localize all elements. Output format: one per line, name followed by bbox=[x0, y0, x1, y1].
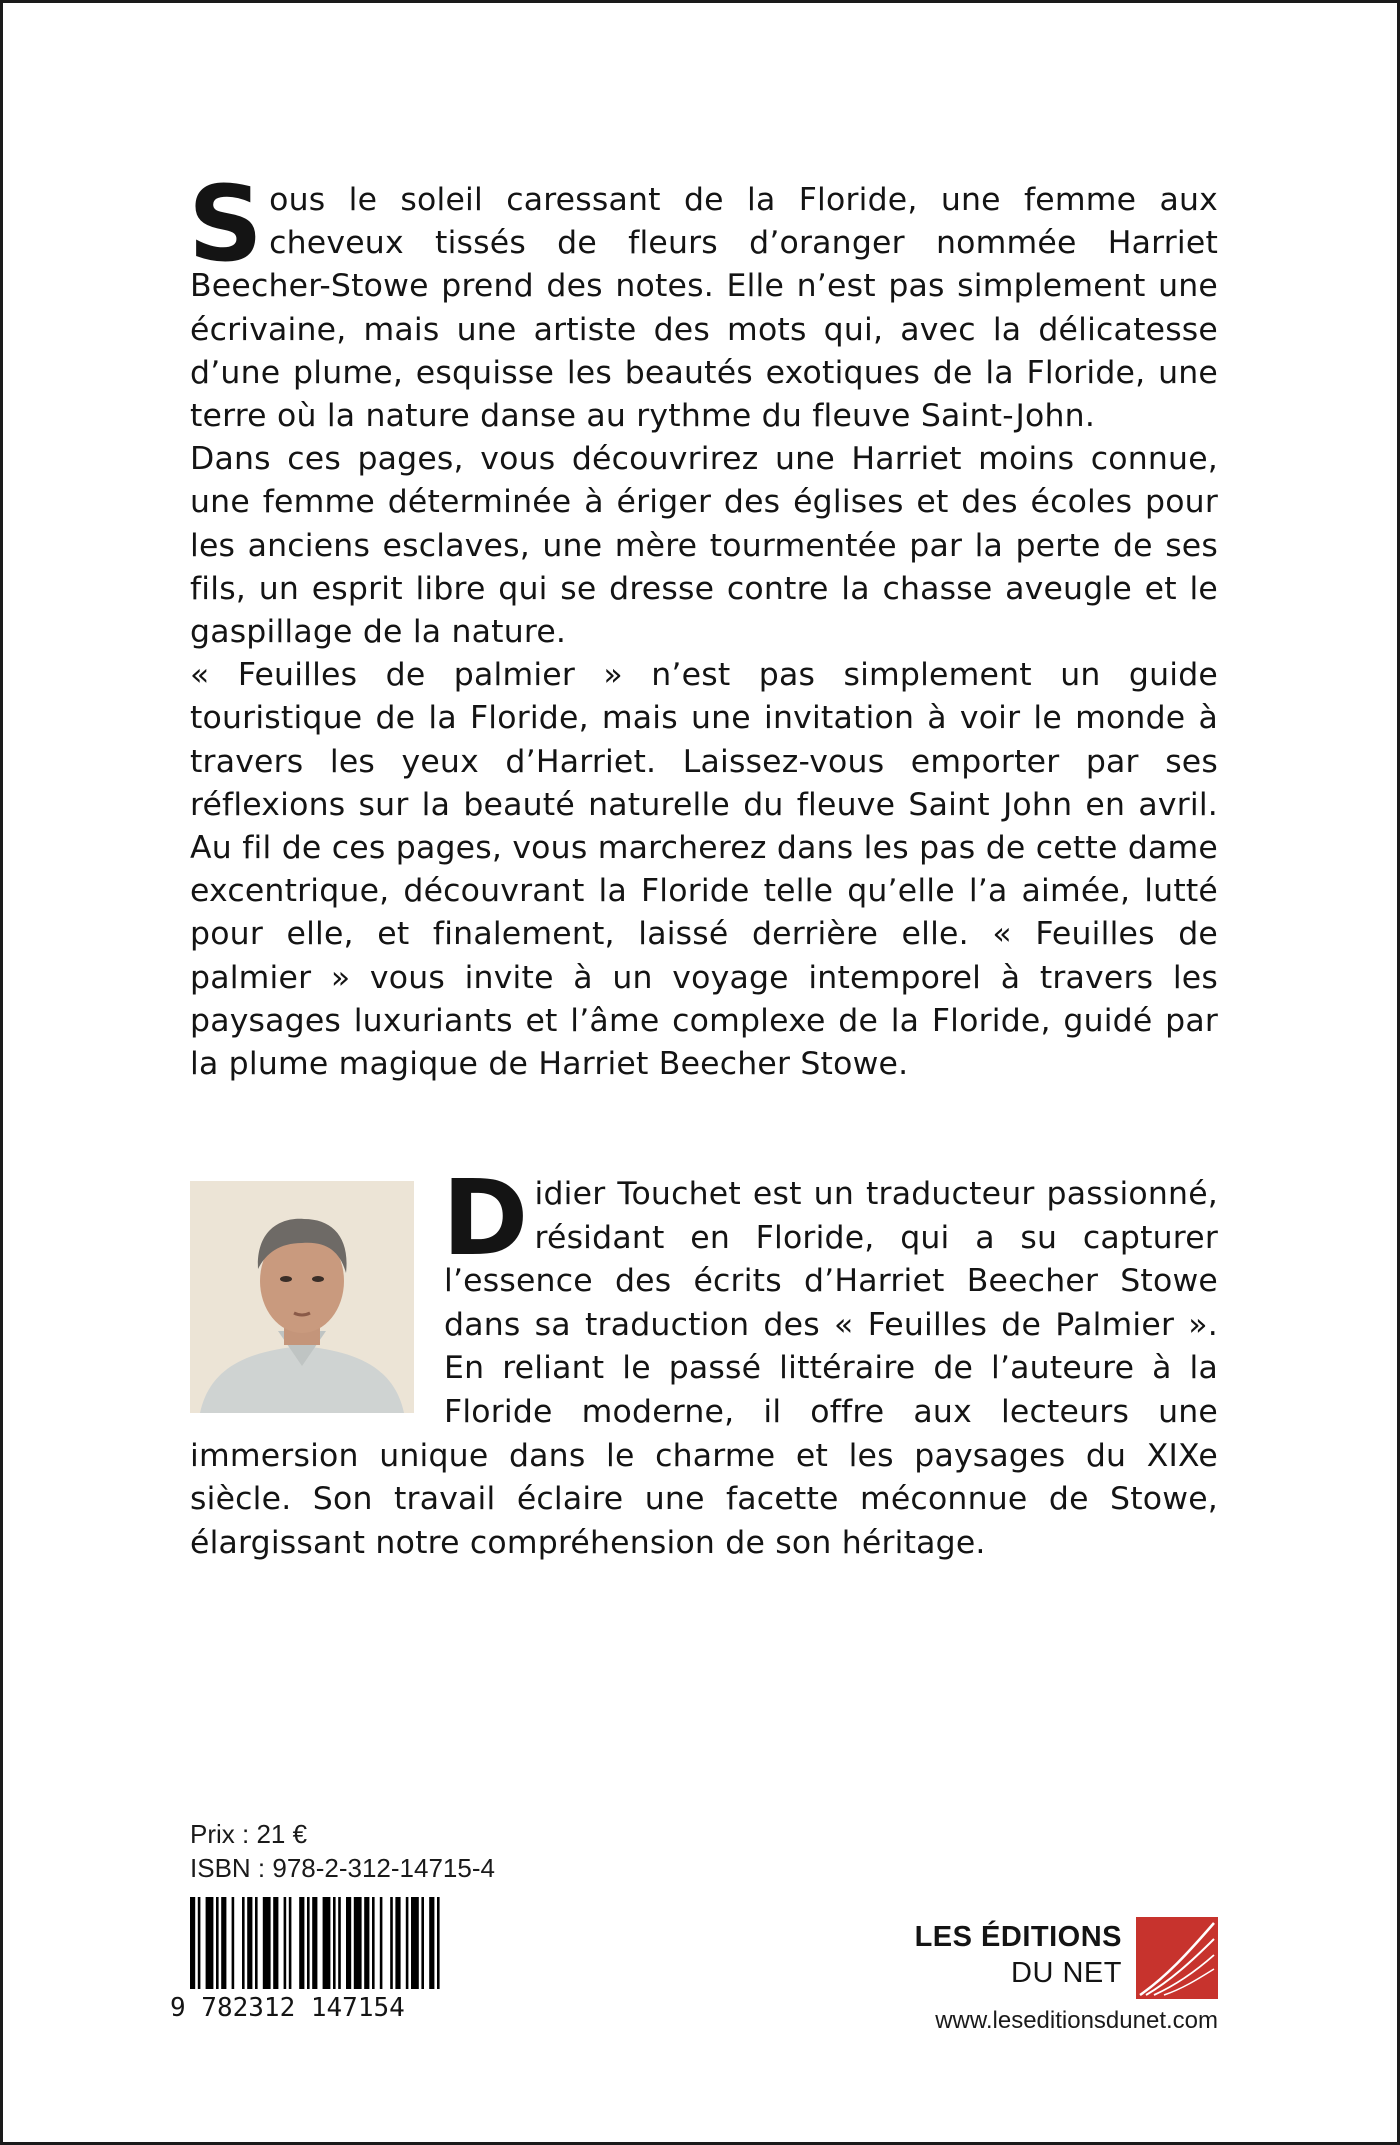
barcode-bar bbox=[263, 1897, 271, 1989]
barcode-bar bbox=[346, 1897, 351, 1989]
blurb-paragraph-1 bbox=[188, 163, 1218, 438]
barcode-bar bbox=[429, 1897, 434, 1989]
publisher-logo-block bbox=[898, 1915, 1218, 2005]
blurb-paragraph-2: Dans ces pages, vous découvrirez une Harriet moins connue, une femme déterminée à ériger des églises et des écoles pour les anciens esclaves, une mère tourmentée par la perte de ses fils, un esprit libre qui se dresse contre la chasse aveugle et le gaspillage de la nature. bbox=[190, 441, 1218, 651]
translator-bio bbox=[190, 1157, 1218, 1565]
blurb-text bbox=[188, 163, 1218, 1086]
barcode-bar bbox=[338, 1897, 341, 1989]
barcode-bar bbox=[390, 1897, 393, 1989]
barcode-bars bbox=[160, 1893, 456, 1993]
publisher-logo-icon bbox=[1136, 1917, 1218, 1999]
price-isbn-block bbox=[190, 1817, 495, 1885]
barcode-bar bbox=[421, 1897, 424, 1989]
barcode-bar bbox=[333, 1897, 336, 1989]
drop-cap-s: S bbox=[188, 163, 264, 285]
barcode-bar bbox=[232, 1897, 235, 1989]
barcode-bar bbox=[437, 1897, 440, 1989]
barcode-bar bbox=[372, 1897, 375, 1989]
barcode-bar bbox=[247, 1897, 252, 1989]
barcode-bar bbox=[198, 1897, 201, 1989]
barcode-bar bbox=[380, 1897, 383, 1989]
barcode-bar bbox=[406, 1897, 409, 1989]
translator-photo bbox=[190, 1181, 414, 1413]
portrait-illustration bbox=[190, 1181, 414, 1413]
barcode-bar bbox=[255, 1897, 258, 1989]
barcode-bar bbox=[364, 1897, 369, 1989]
barcode-bar bbox=[284, 1897, 287, 1989]
barcode-bar bbox=[307, 1897, 310, 1989]
translator-bio-text: idier Touchet est un traducteur passionné, résidant en Floride, qui a su capturer l’essence des écrits d’Harriet Beecher Stowe dans sa traduction des « Feuilles de Palmier ». En reliant le passé littéraire de l’auteure à la Floride moderne, il offre aux lecteurs une immersion unique dans le charme et les paysages du XIXe siècle. Son travail éclaire une facette méconnue de Stowe, élargissant notre compréhension de son héritage. bbox=[190, 1176, 1218, 1561]
isbn-label: ISBN : 978-2-312-14715-4 bbox=[190, 1853, 495, 1883]
barcode-bar bbox=[411, 1897, 419, 1989]
barcode-bar bbox=[206, 1897, 214, 1989]
price-label: Prix : 21 € bbox=[190, 1819, 308, 1849]
barcode-bar bbox=[273, 1897, 278, 1989]
barcode-bar bbox=[289, 1897, 292, 1989]
barcode-digits: 9 782312 147154 bbox=[170, 1993, 405, 2023]
barcode-bar bbox=[354, 1897, 362, 1989]
barcode-bar bbox=[221, 1897, 226, 1989]
blurb-paragraph-1-text: ous le soleil caressant de la Floride, une femme aux cheveux tissés de fleurs d’oranger nommée Harriet Beecher-Stowe prend des notes. Elle n’est pas simplement une écrivaine, mais une artiste des mots qui, avec la délicatesse d’une plume, esquisse les beautés exotiques de la Floride, une terre où la nature danse au rythme du fleuve Saint-John. bbox=[190, 182, 1218, 435]
barcode-bar bbox=[395, 1897, 400, 1989]
publisher-name-line1: LES ÉDITIONS bbox=[914, 1921, 1122, 1953]
barcode-bar bbox=[312, 1897, 317, 1989]
blurb-paragraph-3: « Feuilles de palmier » n’est pas simplement un guide touristique de la Floride, mais une invitation à voir le monde à travers les yeux d’Harriet. Laissez-vous emporter par ses réflexions sur la beauté naturelle du fleuve Saint John en avril. Au fil de ces pages, vous marcherez dans les pas de cette dame excentrique, découvrant la Floride telle qu’elle l’a aimée, lutté pour elle, et finalement, laissé derrière elle. « Feuilles de palmier » vous invite à un voyage intemporel à travers les paysages luxuriants et l’âme complexe de la Floride, guidé par la plume magique de Harriet Beecher Stowe. bbox=[190, 657, 1218, 1083]
publisher-name-line2: DU NET bbox=[1011, 1957, 1122, 1989]
barcode-bar bbox=[190, 1897, 195, 1989]
barcode-bar bbox=[242, 1897, 245, 1989]
drop-cap-d: D bbox=[442, 1157, 529, 1279]
publisher-website[interactable]: www.leseditionsdunet.com bbox=[935, 2007, 1218, 2034]
barcode bbox=[160, 1893, 456, 2027]
barcode-bar bbox=[216, 1897, 219, 1989]
barcode-bar bbox=[323, 1897, 331, 1989]
barcode-bar bbox=[299, 1897, 304, 1989]
